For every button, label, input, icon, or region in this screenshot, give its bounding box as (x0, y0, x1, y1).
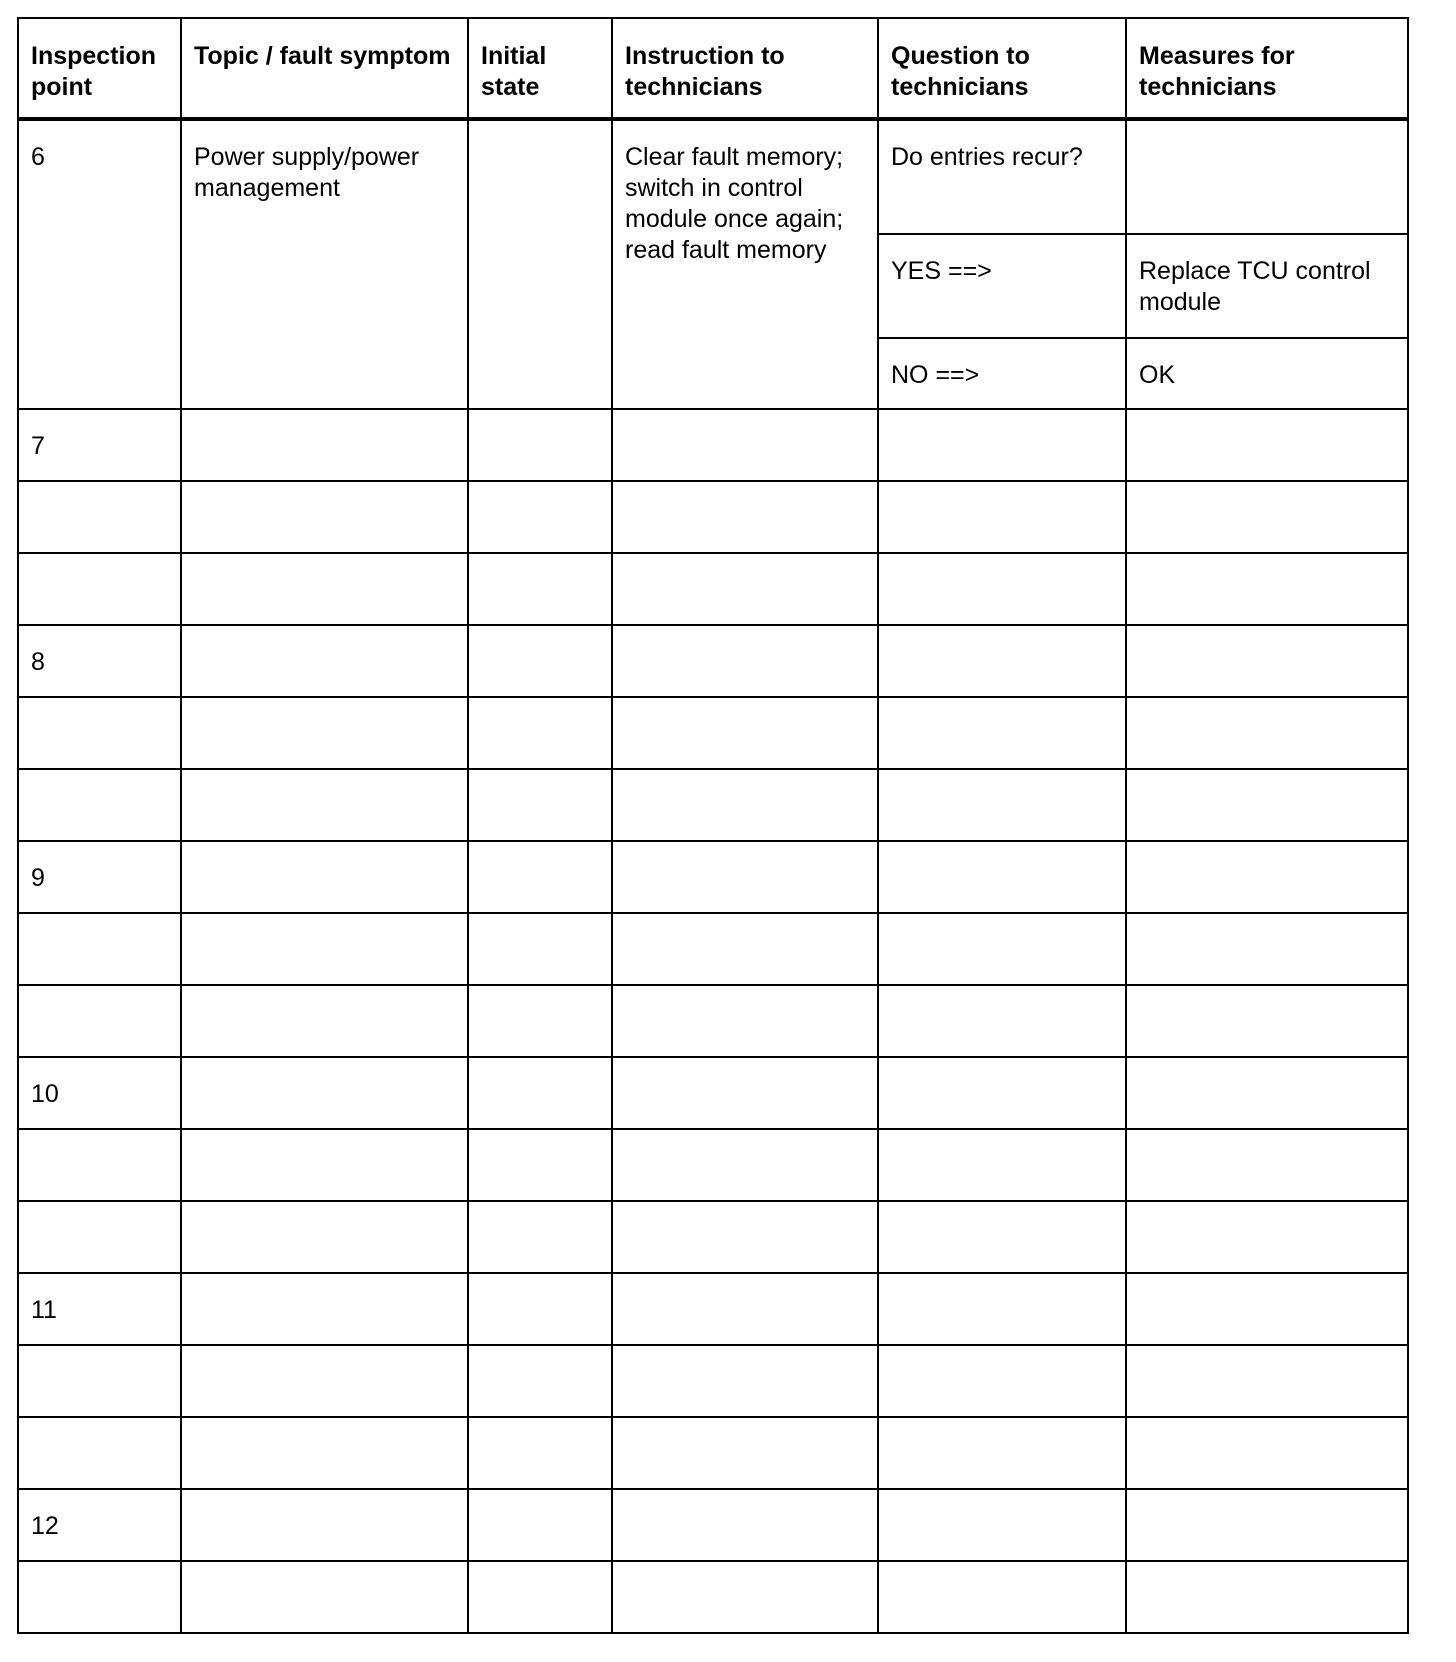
table-row (18, 1417, 1408, 1489)
table-row (18, 1273, 1408, 1345)
point-number: 6 (18, 119, 181, 409)
header-inspection-point: Inspection point (18, 18, 181, 119)
no-answer-cell: NO ==> (878, 338, 1126, 409)
table-header-row (18, 18, 1408, 119)
table-row (18, 913, 1408, 985)
no-measure-cell: OK (1126, 338, 1408, 409)
measure-cell (1126, 119, 1408, 234)
point-number: 8 (18, 625, 181, 697)
header-topic: Topic / fault symptom (181, 18, 468, 119)
table-row (18, 1129, 1408, 1201)
table-row (18, 409, 1408, 481)
inspection-sheet (17, 17, 1409, 1634)
table-row (18, 841, 1408, 913)
table-row (18, 1201, 1408, 1273)
point-number: 11 (18, 1273, 181, 1345)
point-number: 9 (18, 841, 181, 913)
table-row (18, 553, 1408, 625)
inspection-table (17, 17, 1409, 1634)
header-question: Question to technicians (878, 18, 1126, 119)
table-row (18, 769, 1408, 841)
topic-cell: Power supply/power management (181, 119, 468, 409)
instruction-cell: Clear fault memory; switch in control module once again; read fault memory (612, 119, 878, 409)
table-row (18, 1489, 1408, 1561)
header-initial-state: Initial state (468, 18, 612, 119)
point-number: 12 (18, 1489, 181, 1561)
table-row (18, 1057, 1408, 1129)
table-row (18, 625, 1408, 697)
table-row (18, 1345, 1408, 1417)
initial-state-cell (468, 119, 612, 409)
table-row (18, 985, 1408, 1057)
header-instruction: Instruction to technicians (612, 18, 878, 119)
table-row (18, 481, 1408, 553)
point-number: 10 (18, 1057, 181, 1129)
yes-measure-cell: Replace TCU control module (1126, 234, 1408, 338)
point-number: 7 (18, 409, 181, 481)
table-row (18, 119, 1408, 234)
yes-answer-cell: YES ==> (878, 234, 1126, 338)
table-row (18, 697, 1408, 769)
table-row (18, 1561, 1408, 1633)
question-cell: Do entries recur? (878, 119, 1126, 234)
header-measures: Measures for technicians (1126, 18, 1408, 119)
